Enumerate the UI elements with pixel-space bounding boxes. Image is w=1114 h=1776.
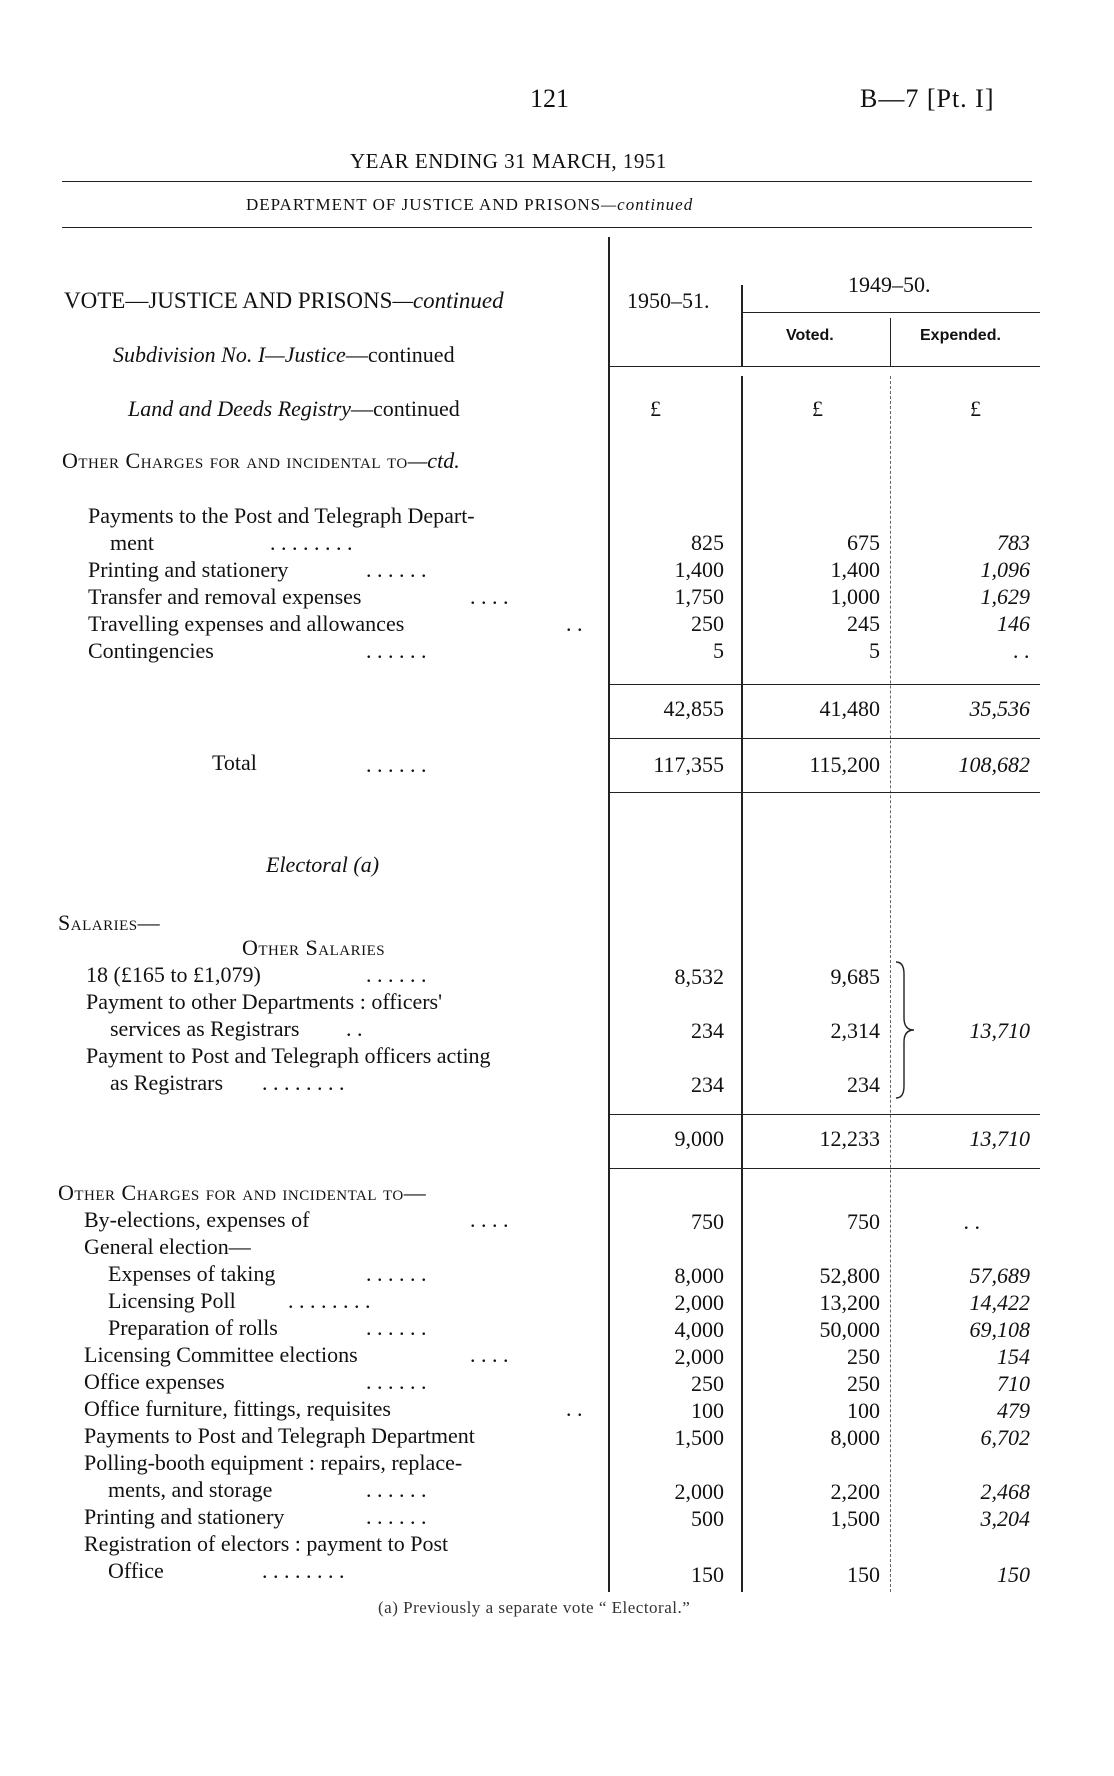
charge-row-2-label: General election— <box>84 1234 251 1259</box>
charge-row-10-1950: 2,000 <box>674 1479 724 1504</box>
land-row-4-dots: . . <box>566 611 583 636</box>
charge-row-1-voted: 750 <box>847 1209 880 1234</box>
charge-row-6-1950: 2,000 <box>674 1344 724 1369</box>
charge-row-4-label: Licensing Poll <box>108 1288 236 1313</box>
total-expended: 108,682 <box>958 752 1030 777</box>
total-dots: . . . . . . <box>366 752 427 777</box>
charge-row-7-voted: 250 <box>847 1371 880 1396</box>
land-row-2-1950: 1,400 <box>674 557 724 582</box>
charge-row-10-voted: 2,200 <box>830 1479 880 1504</box>
vote-title <box>64 288 504 314</box>
charge-row-12-dots: . . . . . . . . <box>262 1558 345 1583</box>
other-charges-heading <box>62 448 460 474</box>
salary-row-2-label: Payment to other Departments : officers' <box>86 989 443 1014</box>
department-suffix: —continued <box>601 195 694 214</box>
charge-row-12-1950: 150 <box>691 1562 724 1587</box>
charge-row-12-label-2: Office <box>108 1558 164 1583</box>
salary-row-2-dots: . . <box>346 1016 363 1041</box>
land-subtotal-voted: 41,480 <box>819 696 880 721</box>
charge-row-5-label: Preparation of rolls <box>108 1315 278 1340</box>
charge-row-3-expended: 57,689 <box>969 1263 1030 1288</box>
total-voted: 115,200 <box>809 752 880 777</box>
charge-row-4-expended: 14,422 <box>969 1290 1030 1315</box>
salaries-subtotal-voted: 12,233 <box>819 1126 880 1151</box>
land-row-4-1950: 250 <box>691 611 724 636</box>
salaries-expended: 13,710 <box>969 1018 1030 1043</box>
charge-row-1-expended: . . <box>963 1209 980 1234</box>
pound-sign-voted: £ <box>812 396 823 421</box>
land-row-3-1950: 1,750 <box>674 584 724 609</box>
vote-title-suffix: —continued <box>392 288 504 313</box>
land-subtotal-rule <box>608 684 1040 685</box>
salary-row-3-label: Payment to Post and Telegraph officers acting <box>86 1043 491 1068</box>
land-row-4-label: Travelling expenses and allowances <box>88 611 405 636</box>
charge-row-11-dots: . . . . . . <box>366 1504 427 1529</box>
col-divider-2 <box>741 376 743 1592</box>
col-divider-3 <box>890 376 891 1592</box>
charge-row-4-1950: 2,000 <box>674 1290 724 1315</box>
charge-row-9-label: Payments to Post and Telegraph Department <box>84 1423 475 1448</box>
electoral-title: Electoral (a) <box>266 852 380 877</box>
charge-row-6-expended: 154 <box>997 1344 1030 1369</box>
page-number: 121 <box>530 84 569 113</box>
land-row-3-label: Transfer and removal expenses <box>88 584 362 609</box>
salary-row-3-dots: . . . . . . . . <box>262 1070 345 1095</box>
col-expended: Expended. <box>920 327 1001 344</box>
charge-row-5-voted: 50,000 <box>819 1317 880 1342</box>
registry-text: Land and Deeds Registry <box>128 396 352 421</box>
salaries-subtotal-1950: 9,000 <box>674 1126 724 1151</box>
land-row-3-expended: 1,629 <box>980 584 1030 609</box>
total-1950: 117,355 <box>653 752 724 777</box>
group-rule <box>742 312 1040 313</box>
land-row-2-dots: . . . . . . <box>366 557 427 582</box>
charge-row-3-1950: 8,000 <box>674 1263 724 1288</box>
charge-row-3-dots: . . . . . . <box>366 1261 427 1286</box>
salary-row-1-label: 18 (£165 to £1,079) <box>86 962 261 987</box>
charge-row-4-dots: . . . . . . . . <box>288 1288 371 1313</box>
charge-row-11-1950: 500 <box>691 1506 724 1531</box>
land-total-rule <box>608 738 1040 739</box>
land-row-5-dots: . . . . . . <box>366 638 427 663</box>
total-label: Total <box>212 750 257 775</box>
land-row-5-1950: 5 <box>713 638 724 663</box>
page-reference: B—7 [Pt. I] <box>860 84 995 113</box>
charge-row-8-dots: . . <box>566 1396 583 1421</box>
subdivision-title <box>113 342 455 368</box>
land-row-3-dots: . . . . <box>470 584 509 609</box>
pound-sign-1950: £ <box>650 396 661 421</box>
salary-row-2-1950: 234 <box>691 1018 724 1043</box>
land-row-1-voted: 675 <box>847 530 880 555</box>
charge-row-1-label: By-elections, expenses of <box>84 1207 310 1232</box>
land-row-2-voted: 1,400 <box>830 557 880 582</box>
charge-row-7-label: Office expenses <box>84 1369 225 1394</box>
charge-row-7-dots: . . . . . . <box>366 1369 427 1394</box>
total-rule <box>608 792 1040 793</box>
charge-row-7-1950: 250 <box>691 1371 724 1396</box>
charge-row-3-label: Expenses of taking <box>108 1261 276 1286</box>
charge-row-12-voted: 150 <box>847 1562 880 1587</box>
charge-row-5-1950: 4,000 <box>674 1317 724 1342</box>
registry-title <box>128 396 460 422</box>
land-row-5-expended: . . <box>1013 638 1030 663</box>
subdivision-text: Subdivision No. I—Justice <box>113 342 346 367</box>
department-title <box>246 195 693 215</box>
other-salaries-heading: Other Salaries <box>242 935 386 960</box>
col-divider-2a <box>741 285 743 366</box>
salary-row-3-label-2: as Registrars <box>110 1070 224 1095</box>
col-1949-50: 1949–50. <box>848 272 931 297</box>
charge-row-9-expended: 6,702 <box>980 1425 1030 1450</box>
charge-row-10-label: Polling-booth equipment : repairs, replace- <box>84 1450 463 1475</box>
charge-row-6-dots: . . . . <box>470 1342 509 1367</box>
charge-row-7-expended: 710 <box>997 1371 1030 1396</box>
registry-suffix: —continued <box>351 396 460 421</box>
charge-row-8-label: Office furniture, fittings, requisites <box>84 1396 391 1421</box>
charge-row-6-voted: 250 <box>847 1344 880 1369</box>
charge-row-3-voted: 52,800 <box>819 1263 880 1288</box>
charge-row-8-1950: 100 <box>691 1398 724 1423</box>
charge-row-11-label: Printing and stationery <box>84 1504 285 1529</box>
charge-row-10-dots: . . . . . . <box>366 1477 427 1502</box>
column-header-rule <box>608 366 1040 367</box>
salary-row-1-1950: 8,532 <box>674 964 724 989</box>
salary-row-2-voted: 2,314 <box>830 1018 880 1043</box>
land-row-4-expended: 146 <box>997 611 1030 636</box>
land-subtotal-1950: 42,855 <box>663 696 724 721</box>
header-rule <box>62 181 1032 182</box>
charge-row-5-dots: . . . . . . <box>366 1315 427 1340</box>
land-row-5-label: Contingencies <box>88 638 214 663</box>
col-divider-1 <box>608 237 610 1592</box>
footnote: (a) Previously a separate vote “ Electoral.” <box>378 1598 691 1617</box>
department-name: DEPARTMENT OF JUSTICE AND PRISONS <box>246 195 602 214</box>
col-1950-51: 1950–51. <box>627 288 710 313</box>
charge-row-8-voted: 100 <box>847 1398 880 1423</box>
year-title: YEAR ENDING 31 MARCH, 1951 <box>350 149 667 173</box>
salaries-subtotal-rule <box>608 1114 1040 1115</box>
land-row-1-label: Payments to the Post and Telegraph Depart- <box>88 503 475 528</box>
charge-row-9-voted: 8,000 <box>830 1425 880 1450</box>
land-row-1-dots: . . . . . . . . <box>270 530 353 555</box>
charge-row-4-voted: 13,200 <box>819 1290 880 1315</box>
other-charges-suffix: —ctd. <box>407 448 460 473</box>
land-row-2-expended: 1,096 <box>980 557 1030 582</box>
salary-row-1-dots: . . . . . . <box>366 962 427 987</box>
charge-row-6-label: Licensing Committee elections <box>84 1342 358 1367</box>
charge-row-11-expended: 3,204 <box>980 1506 1030 1531</box>
vote-title-text: VOTE—JUSTICE AND PRISONS <box>64 288 393 313</box>
land-row-1-expended: 783 <box>997 530 1030 555</box>
salary-row-2-label-2: services as Registrars <box>110 1016 300 1041</box>
salary-row-1-voted: 9,685 <box>830 964 880 989</box>
subdivision-suffix: —continued <box>345 342 455 367</box>
salaries-subtotal-expended: 13,710 <box>969 1126 1030 1151</box>
land-row-1-1950: 825 <box>691 530 724 555</box>
land-row-1-label-2: ment <box>110 530 154 555</box>
charge-row-1-1950: 750 <box>691 1209 724 1234</box>
salary-row-3-1950: 234 <box>691 1072 724 1097</box>
salary-row-3-voted: 234 <box>847 1072 880 1097</box>
land-row-3-voted: 1,000 <box>830 584 880 609</box>
salaries-heading: Salaries— <box>58 910 161 935</box>
charge-row-8-expended: 479 <box>997 1398 1030 1423</box>
header-rule-2 <box>62 227 1032 228</box>
charge-row-9-1950: 1,500 <box>674 1425 724 1450</box>
charge-row-10-label-2: ments, and storage <box>108 1477 273 1502</box>
other-charges-text: Other Charges for and incidental to <box>62 448 408 473</box>
salaries-total-rule <box>608 1168 1040 1169</box>
land-row-5-voted: 5 <box>869 638 880 663</box>
electoral-other-charges-heading: Other Charges for and incidental to— <box>58 1180 427 1205</box>
col-divider-3a <box>890 318 891 366</box>
pound-sign-expended: £ <box>970 396 981 421</box>
land-row-4-voted: 245 <box>847 611 880 636</box>
land-row-2-label: Printing and stationery <box>88 557 289 582</box>
col-voted: Voted. <box>786 327 834 344</box>
charge-row-11-voted: 1,500 <box>830 1506 880 1531</box>
land-subtotal-expended: 35,536 <box>969 696 1030 721</box>
charge-row-10-expended: 2,468 <box>980 1479 1030 1504</box>
charge-row-12-expended: 150 <box>997 1562 1030 1587</box>
charge-row-12-label: Registration of electors : payment to Post <box>84 1531 449 1556</box>
charge-row-5-expended: 69,108 <box>969 1317 1030 1342</box>
charge-row-1-dots: . . . . <box>470 1207 509 1232</box>
